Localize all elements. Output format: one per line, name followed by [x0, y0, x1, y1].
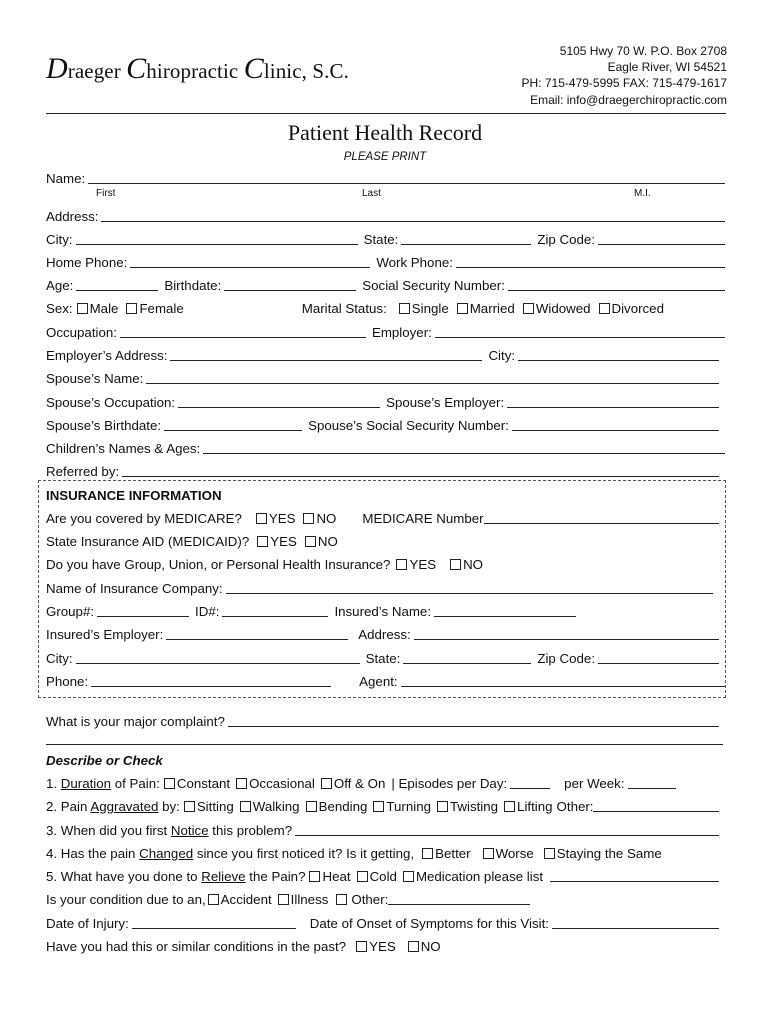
group-field[interactable]: [97, 603, 189, 617]
onset-field[interactable]: [552, 915, 719, 929]
male-checkbox[interactable]: Male: [77, 300, 119, 317]
insurance-phone-field[interactable]: [91, 673, 331, 687]
insurance-heading-row: [46, 484, 725, 504]
row-occupation: [46, 321, 725, 341]
medicare-yes-checkbox[interactable]: YES: [256, 510, 296, 527]
row-spouse-occupation: [46, 391, 725, 411]
row-insurance-phone: [46, 670, 725, 690]
sex-label: Sex:: [46, 301, 73, 316]
episodes-day-field[interactable]: [510, 775, 550, 789]
constant-checkbox[interactable]: Constant: [164, 775, 230, 792]
children-label: Children’s Names & Ages:: [46, 441, 201, 456]
row-spouse-name: [46, 367, 725, 387]
past-yes-checkbox[interactable]: YES: [356, 938, 396, 955]
contact-phone: PH: 715-479-5995 FAX: 715-479-1617: [521, 76, 727, 91]
name-field[interactable]: [88, 170, 725, 184]
medication-checkbox[interactable]: Medication please list: [403, 868, 543, 885]
contact-email: Email: info@draegerchiropractic.com: [530, 92, 727, 107]
birthdate-label: Birthdate:: [164, 278, 222, 293]
single-checkbox[interactable]: Single: [399, 300, 449, 317]
header-divider: [46, 113, 726, 114]
row-group-insurance: [46, 553, 725, 573]
per-week-label: per Week:: [564, 776, 625, 791]
group-insurance-question: Do you have Group, Union, or Personal Health Insurance?: [46, 557, 391, 572]
row-due-to: [46, 888, 725, 908]
employer-city-label: City:: [488, 348, 516, 363]
referred-label: Referred by:: [46, 464, 120, 479]
spouse-birthdate-label: Spouse’s Birthdate:: [46, 418, 162, 433]
zip-label: Zip Code:: [537, 232, 596, 247]
medicare-number-field[interactable]: [484, 510, 719, 524]
describe-heading-row: [46, 749, 725, 769]
insurance-phone-label: Phone:: [46, 674, 89, 689]
injury-date-field[interactable]: [132, 915, 296, 929]
medicaid-yes-checkbox[interactable]: YES: [257, 533, 297, 550]
accident-checkbox[interactable]: Accident: [208, 891, 272, 908]
insured-state-label: State:: [365, 651, 401, 666]
address-label: Address:: [46, 209, 99, 224]
row-medicare: [46, 507, 725, 527]
insurance-heading: INSURANCE INFORMATION: [46, 488, 222, 503]
name-label: Name:: [46, 171, 86, 186]
bending-checkbox[interactable]: Bending: [306, 798, 368, 815]
spouse-ssn-field[interactable]: [512, 417, 719, 431]
sitting-checkbox[interactable]: Sitting: [184, 798, 234, 815]
row-phones: [46, 251, 725, 271]
widowed-checkbox[interactable]: Widowed: [523, 300, 591, 317]
row-referred: [46, 460, 725, 480]
last-label: Last: [362, 188, 381, 199]
row-city: [46, 228, 725, 248]
insurance-company-field[interactable]: [226, 580, 713, 594]
onset-label: Date of Onset of Symptoms for this Visit:: [309, 916, 549, 931]
notice-label: 3. When did you first Notice this problem?: [46, 823, 293, 838]
work-phone-field[interactable]: [456, 254, 725, 268]
occasional-checkbox[interactable]: Occasional: [236, 775, 315, 792]
clinic-logo: Draeger Chiropractic Clinic, S.C.: [46, 52, 349, 85]
cold-checkbox[interactable]: Cold: [357, 868, 397, 885]
spouse-employer-field[interactable]: [507, 394, 719, 408]
row-relieve: [46, 865, 725, 885]
medicare-no-checkbox[interactable]: NO: [303, 510, 336, 527]
insured-state-field[interactable]: [403, 650, 531, 664]
insured-employer-label: Insured’s Employer:: [46, 627, 164, 642]
worse-checkbox[interactable]: Worse: [483, 845, 534, 862]
zip-field[interactable]: [598, 231, 725, 245]
illness-checkbox[interactable]: Illness: [278, 891, 329, 908]
work-phone-label: Work Phone:: [376, 255, 453, 270]
ssn-field[interactable]: [508, 277, 725, 291]
age-label: Age:: [46, 278, 74, 293]
home-phone-field[interactable]: [130, 254, 370, 268]
employer-field[interactable]: [435, 324, 725, 338]
off-on-checkbox[interactable]: Off & On: [321, 775, 386, 792]
divorced-checkbox[interactable]: Divorced: [599, 300, 664, 317]
aggravated-other-field[interactable]: [593, 798, 719, 812]
due-to-label: Is your condition due to an,: [46, 892, 206, 907]
medicaid-question: State Insurance AID (MEDICAID)?: [46, 534, 250, 549]
clinic-contact: [522, 43, 727, 108]
row-name: [46, 167, 725, 187]
page-title: Patient Health Record: [287, 120, 483, 145]
due-other-checkbox[interactable]: Other:: [336, 891, 388, 908]
referred-field[interactable]: [122, 463, 719, 477]
mi-label: M.I.: [634, 188, 651, 199]
birthdate-field[interactable]: [224, 277, 356, 291]
age-field[interactable]: [76, 277, 158, 291]
past-conditions-question: Have you had this or similar conditions in the past?: [46, 939, 347, 954]
better-checkbox[interactable]: Better: [422, 845, 470, 862]
row-notice: [46, 819, 725, 839]
row-group-id: [46, 600, 725, 620]
changed-label: 4. Has the pain Changed since you first noticed it? Is it getting,: [46, 846, 415, 861]
row-past-conditions: [46, 935, 725, 955]
major-complaint-line-2[interactable]: [46, 744, 723, 745]
id-label: ID#:: [195, 604, 220, 619]
medicare-number-label: MEDICARE Number: [362, 511, 484, 526]
agent-label: Agent:: [359, 674, 398, 689]
insured-zip-field[interactable]: [598, 650, 719, 664]
injury-date-label: Date of Injury:: [46, 916, 129, 931]
spouse-occupation-field[interactable]: [178, 394, 380, 408]
insurance-company-label: Name of Insurance Company:: [46, 581, 223, 596]
group-label: Group#:: [46, 604, 95, 619]
employer-label: Employer:: [371, 325, 432, 340]
state-label: State:: [363, 232, 399, 247]
children-field[interactable]: [203, 440, 725, 454]
row-medicaid: [46, 530, 725, 550]
row-children: [46, 437, 725, 457]
home-phone-label: Home Phone:: [46, 255, 128, 270]
insured-city-field[interactable]: [76, 650, 360, 664]
first-label: First: [96, 188, 116, 199]
medicaid-no-checkbox[interactable]: NO: [305, 533, 338, 550]
row-address: [46, 205, 725, 225]
row-dates: [46, 912, 725, 932]
page-subtitle: PLEASE PRINT: [343, 151, 427, 163]
row-duration: [46, 772, 725, 792]
contact-address: 5105 Hwy 70 W. P.O. Box 2708: [559, 44, 727, 58]
row-spouse-birthdate: [46, 414, 725, 434]
row-age: [46, 274, 725, 294]
occupation-label: Occupation:: [46, 325, 117, 340]
spouse-ssn-label: Spouse’s Social Security Number:: [308, 418, 509, 433]
employer-address-field[interactable]: [170, 347, 482, 361]
insured-name-label: Insured’s Name:: [334, 604, 432, 619]
aggravated-label: 2. Pain Aggravated by:: [46, 799, 180, 814]
married-checkbox[interactable]: Married: [457, 300, 515, 317]
row-aggravated: [46, 795, 725, 815]
spouse-birthdate-field[interactable]: [164, 417, 302, 431]
insured-address-field[interactable]: [414, 626, 719, 640]
walking-checkbox[interactable]: Walking: [240, 798, 300, 815]
notice-field[interactable]: [295, 822, 719, 836]
twisting-checkbox[interactable]: Twisting: [437, 798, 498, 815]
agent-field[interactable]: [401, 673, 725, 687]
medicare-question: Are you covered by MEDICARE?: [46, 511, 242, 526]
row-insurance-company: [46, 577, 725, 597]
major-complaint-field[interactable]: [228, 713, 719, 727]
aggravated-other-label: Other:: [556, 799, 594, 814]
row-employer-address: [46, 344, 725, 364]
group-no-checkbox[interactable]: NO: [450, 556, 483, 573]
spouse-employer-label: Spouse’s Employer:: [386, 395, 505, 410]
lifting-checkbox[interactable]: Lifting: [504, 798, 552, 815]
employer-city-field[interactable]: [518, 347, 719, 361]
turning-checkbox[interactable]: Turning: [373, 798, 431, 815]
staying-same-checkbox[interactable]: Staying the Same: [544, 845, 662, 862]
due-other-field[interactable]: [388, 891, 530, 905]
female-checkbox[interactable]: Female: [126, 300, 183, 317]
relieve-label: 5. What have you done to Relieve the Pain?: [46, 869, 306, 884]
city-field[interactable]: [76, 231, 358, 245]
contact-city: Eagle River, WI 54521: [607, 60, 727, 75]
past-no-checkbox[interactable]: NO: [408, 938, 441, 955]
group-yes-checkbox[interactable]: YES: [396, 556, 436, 573]
id-field[interactable]: [222, 603, 328, 617]
episodes-label: | Episodes per Day:: [391, 776, 508, 791]
spouse-occupation-label: Spouse’s Occupation:: [46, 395, 176, 410]
employer-address-label: Employer’s Address:: [46, 348, 168, 363]
medication-field[interactable]: [550, 868, 719, 882]
row-insured-employer: [46, 623, 725, 643]
occupation-field[interactable]: [120, 324, 366, 338]
state-field[interactable]: [401, 231, 531, 245]
row-major-complaint: [46, 710, 725, 730]
heat-checkbox[interactable]: Heat: [309, 868, 350, 885]
spouse-name-field[interactable]: [146, 370, 719, 384]
major-complaint-label: What is your major complaint?: [46, 714, 225, 729]
ssn-label: Social Security Number:: [362, 278, 505, 293]
insured-employer-field[interactable]: [166, 626, 348, 640]
marital-status-label: Marital Status:: [301, 301, 387, 316]
per-week-field[interactable]: [628, 775, 676, 789]
insured-zip-label: Zip Code:: [537, 651, 596, 666]
insured-city-label: City:: [46, 651, 73, 666]
describe-heading: Describe or Check: [46, 753, 163, 768]
duration-label: 1. Duration of Pain:: [46, 776, 160, 791]
spouse-name-label: Spouse’s Name:: [46, 371, 144, 386]
row-changed: [46, 842, 725, 862]
address-field[interactable]: [101, 208, 725, 222]
row-sex-marital: [46, 297, 725, 317]
city-label: City:: [46, 232, 73, 247]
insured-address-label: Address:: [358, 627, 411, 642]
row-insured-city: [46, 647, 725, 667]
insured-name-field[interactable]: [434, 603, 576, 617]
